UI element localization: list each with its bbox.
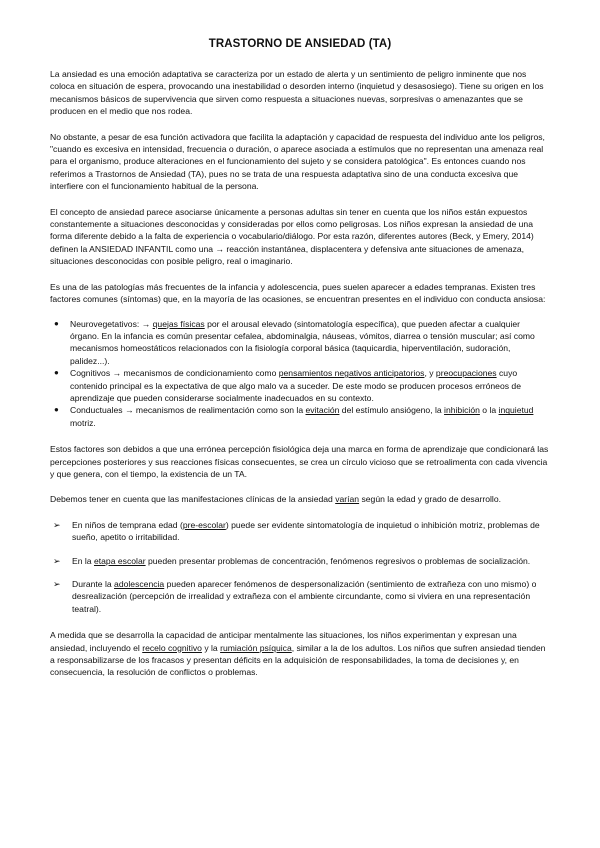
paragraph-vicious-circle: Estos factores son debidos a que una errónea percepción fisiológica deja una marca en forma de aprendizaje que condicionará las percepciones posteriores y sus reacciones físicas consecuentes, se crea un círculo vicioso que se retroalimenta con cada vivencia y que genera, con el tiempo, la existencia de un TA. [50, 444, 549, 479]
list-item-behavioral: ● Conductuales → mecanismos de realimentación como son la evitación del estímulo ansiógeno, la inhibición o la inquietud motriz. [54, 405, 534, 428]
paragraph-pathological: No obstante, a pesar de esa función activadora que facilita la adaptación y capacidad de respuesta del individuo ante los peligros, "cuando es excesiva en intensidad, frecuencia o duración, o aparece asociada a estímulos que no representan una amenaza real para el organismo, produce alteraciones en el funcionamiento del sujeto y se considera patológica". Es entonces cuando nos referimos a Trastornos de Ansiedad (TA), pues no se trata de una respuesta adaptativa sino de una conducta excesiva que interfiere con el funcionamiento habitual de la persona. [50, 131, 545, 192]
factors-list [50, 318, 550, 430]
list-item-preschool: ➢ En niños de temprana edad (pre-escolar) puede ser evidente sintomatología de inquietud o inhibición motriz, problemas de sueño, apetito o irritabilidad. [53, 519, 540, 543]
arrow-bullet-icon: ➢ [53, 579, 61, 589]
paragraph-conclusion: A medida que se desarrolla la capacidad de anticipar mentalmente las situaciones, los niños experimentan y expresan una ansiedad, incluyendo el recelo cognitivo y la rumiación psíquica, similar a la de los adultos. Los niños que sufren ansiedad tienden a responsabilizarse de los fracasos y presentan déficits en la adquisición de responsabilidades, la toma de decisiones y, en consecuencia, la resolución de conflictos o problemas. [50, 630, 546, 678]
page-title: TRASTORNO DE ANSIEDAD (TA) [208, 38, 392, 50]
bullet-icon: ● [54, 368, 59, 378]
bullet-icon: ● [54, 318, 59, 328]
bullet-icon: ● [54, 405, 59, 415]
paragraph-intro: La ansiedad es una emoción adaptativa se caracteriza por un estado de alerta y un sentimiento de peligro inminente que nos coloca en situación de espera, provocando una inestabilidad o desorden interno (inquietud y desasosiego). Tiene su origen en los mecanismos básicos de supervivencia que sirven como respuesta a situaciones nuevas, sorpresivas o amenazantes que se producen en el medio que nos rodea. [50, 69, 544, 117]
list-item-cognitive: ● Cognitivos → mecanismos de condicionamiento como pensamientos negativos anticipatorios, y preocupaciones cuyo contenido principal es la expectativa de que algo malo va a suceder. De este modo se producen procesos erróneos de aprendizaje que pueden considerarse socialmente inadecuados en su contexto. [54, 368, 521, 403]
arrow-bullet-icon: ➢ [53, 555, 61, 566]
list-item-neurovegetative: ● Neurovegetativos: → quejas físicas por el arousal elevado (sintomatología específica), que pueden afectar a cualquier órgano. En la infancia es común presentar cefalea, abdominalgia, náuseas, vómitos, diarrea o tensión muscular; así como mecanismos homeostáticos relacionados con la fisiología corporal básica (taquicardia, hiperventilación, sudoración, palidez...). [54, 318, 535, 366]
paragraph-age-manifestations: Debemos tener en cuenta que las manifestaciones clínicas de la ansiedad varían según la edad y grado de desarrollo. [50, 494, 501, 505]
list-item-adolescence: ➢ Durante la adolescencia pueden aparecer fenómenos de despersonalización (sentimiento de extrañeza con uno mismo) o desrealización (percepción de irrealidad y extrañeza con el ambiente circundante, como si viviera en una representación teatral). [53, 579, 537, 614]
arrow-bullet-icon: ➢ [53, 519, 61, 530]
paragraph-child-anxiety: El concepto de ansiedad parece asociarse únicamente a personas adultas sin tener en cuenta que los niños están expuestos constantemente a situaciones desconocidas y consideradas por ellos como peligrosas. Los niños expresan la ansiedad de una forma diferente debido a la falta de experiencia o vocabulario/diálogo. Por esta razón, diferentes autores (Beck, y Emery, 2014) definen la ANSIEDAD INFANTIL como una → reacción instantánea, displacentera y defensiva ante situaciones de amenaza, situaciones desconocidas con posible peligro, real o imaginario. [50, 206, 534, 267]
list-item-school-stage: ➢ En la etapa escolar pueden presentar problemas de concentración, fenómenos regresivos o problemas de socialización. [53, 555, 531, 566]
paragraph-factors-intro: Es una de las patologías más frecuentes de la infancia y adolescencia, pues suelen aparecer a edades tempranas. Existen tres factores comunes (síntomas) que, en la mayoría de las ocasiones, se encuentran presentes en el individuo con conducta ansiosa: [50, 281, 546, 305]
age-stages-list [50, 519, 550, 615]
